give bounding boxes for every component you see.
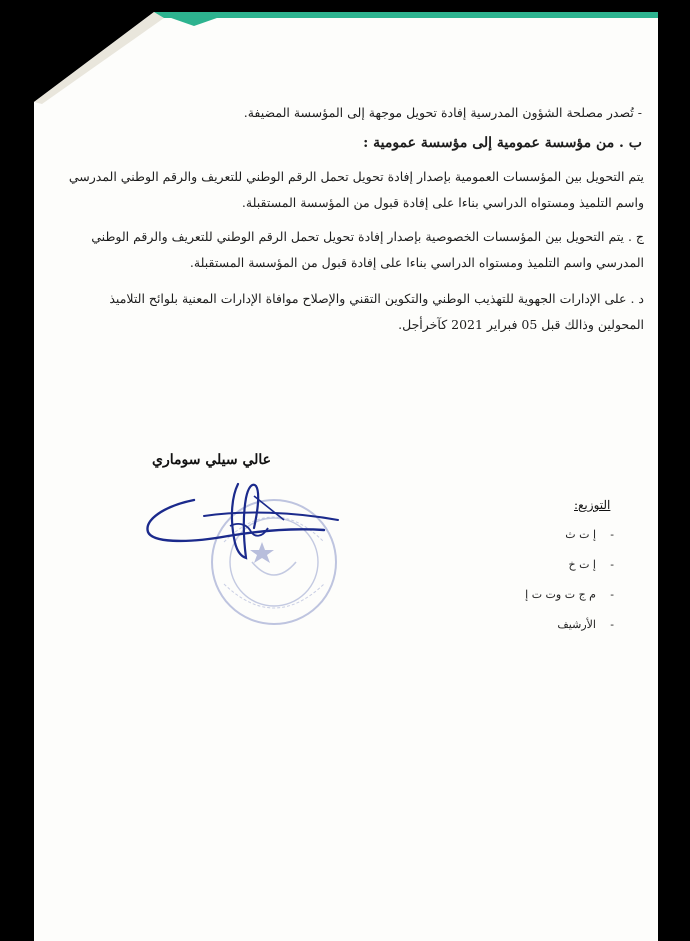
signatory-name: عالي سيلي سوماري [152, 452, 272, 468]
distribution-item: - الأرشيف [557, 618, 614, 631]
paragraph-1: يتم التحويل بين المؤسسات العمومية بإصدار إفادة تحويل تحمل الرقم الوطني للتعريف والرقم الوطني المدرسي واسم التلميذ ومستواه الدراسي بناءا على إفادة قبول من المؤسسة المستقبلة. [68, 169, 644, 210]
section-b-title: ب . من مؤسسة عمومية إلى مؤسسة عمومية : [363, 135, 642, 151]
signature-scribble-icon [134, 476, 344, 566]
distribution-item: - إ ت ث [565, 528, 614, 541]
distribution-item: - إ ت خ [568, 558, 614, 571]
distribution-title: التوزيع: [574, 498, 611, 512]
distribution-item: - م ج ت وت ت إ [525, 588, 614, 601]
paragraph-d: د . على الإدارات الجهوية للتهذيب الوطني والتكوين التقني والإصلاح موافاة الإدارات المعنية بلوائح التلاميذ المحولين وذالك قبل 05 فبراير 2021 كآخرأجل. [109, 291, 644, 332]
intro-line: - تُصدر مصلحة الشؤون المدرسية إفادة تحويل موجهة إلى المؤسسة المضيفة. [243, 105, 642, 120]
folded-corner [34, 12, 204, 112]
document-page [34, 12, 658, 941]
distribution-list [474, 520, 614, 640]
paragraph-c: ج . يتم التحويل بين المؤسسات الخصوصية بإصدار إفادة تحويل تحمل الرقم الوطني للتعريف والرقم الوطني المدرسي واسم التلميذ ومستواه الدراسي بناءا على إفادة قبول من المؤسسة المستقبلة. [91, 229, 644, 270]
